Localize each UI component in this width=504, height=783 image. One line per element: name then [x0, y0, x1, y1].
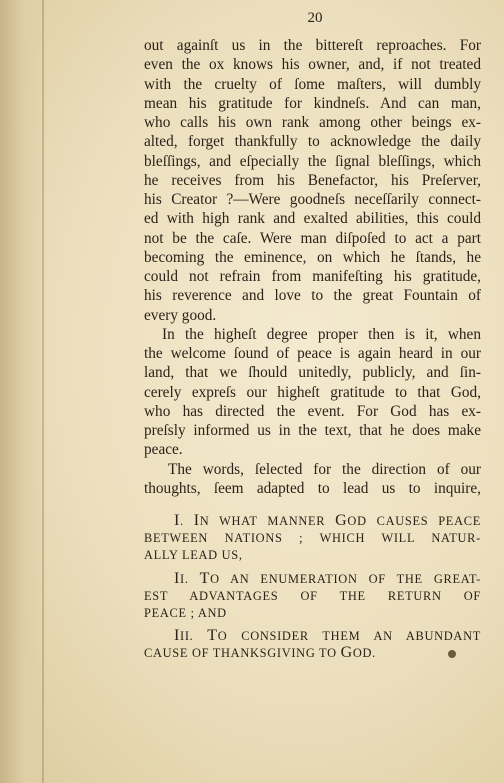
outline-heading-3: III. TO CONSIDER THEM AN ABUNDANT: [174, 627, 481, 644]
outline-line: CAUSE OF THANKSGIVING TO GOD.: [144, 644, 376, 661]
text-line: not be the caſe. Were man diſpoſed to act a part: [144, 230, 481, 247]
text-line: ed with high rank and exalted abilities, this could: [144, 210, 481, 227]
text-line: preſsly informed us in the text, that he does make: [144, 422, 481, 439]
outline-line: BETWEEN NATIONS ; WHICH WILL NATUR-: [144, 531, 481, 545]
outline-line: EST ADVANTAGES OF THE RETURN OF: [144, 589, 481, 603]
binding-fold: [42, 0, 44, 783]
text-line: cerely expreſs our higheſt gratitude to that God,: [144, 384, 481, 401]
paragraph-first-line: The words, ſelected for the direction of our: [168, 461, 481, 478]
text-line: the welcome ſound of peace is again heard in our: [144, 345, 481, 362]
text-line: even the ox knows his owner, and, if not treated: [144, 56, 481, 73]
outline-heading-1: I. IN WHAT MANNER GOD CAUSES PEACE: [174, 512, 481, 529]
text-line: his Creator ?—Were goodneſs neceſſarily connect-: [144, 191, 481, 208]
outline-line: ALLY LEAD US,: [144, 548, 243, 562]
text-line: his reverence and love to the great Fountain of: [144, 287, 481, 304]
outline-line: PEACE ; AND: [144, 606, 227, 620]
ink-stain: [448, 650, 456, 658]
text-line: alted, forget thankfully to acknowledge the daily: [144, 133, 481, 150]
text-line: bleſſings, and eſpecially the ſignal bleſſings, which: [144, 153, 481, 170]
text-line: land, that we ſhould unitedly, publicly, and ſin-: [144, 364, 481, 381]
text-line: he receives from his Benefactor, his Preſerver,: [144, 172, 481, 189]
text-line: peace.: [144, 441, 183, 458]
text-line: mean his gratitude for kindneſs. And can man,: [144, 95, 481, 112]
text-line: every good.: [144, 307, 217, 324]
text-line: thoughts, ſeem adapted to lead us to inquire,: [144, 480, 481, 497]
paragraph-first-line: In the higheſt degree proper then is it, when: [162, 326, 481, 343]
text-line: who has directed the event. For God has ex-: [144, 403, 481, 420]
text-line: with the cruelty of ſome maſters, will dumbly: [144, 76, 481, 93]
page-number: 20: [307, 10, 323, 26]
worn-page-edge: [0, 0, 46, 783]
text-line: out againſt us in the bittereſt reproaches. For: [144, 37, 481, 54]
outline-heading-2: II. TO AN ENUMERATION OF THE GREAT-: [174, 570, 481, 587]
text-line: who calls his own rank among other beings ex-: [144, 114, 481, 131]
text-line: becoming the eminence, on which he ſtands, he: [144, 249, 481, 266]
text-line: could not refrain from manifeſting his gratitude,: [144, 268, 481, 285]
